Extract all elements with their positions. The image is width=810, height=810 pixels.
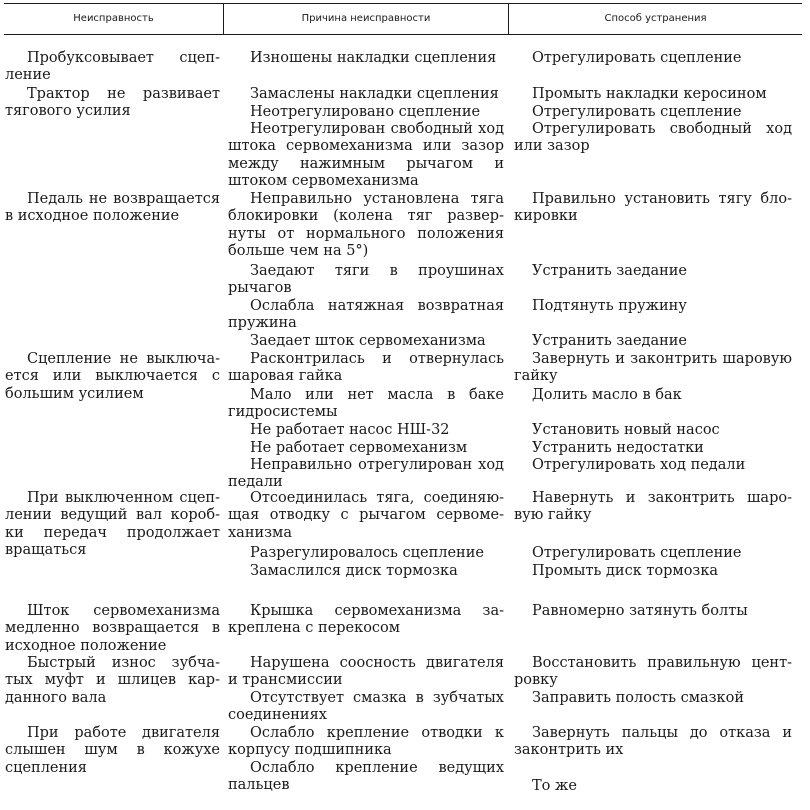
- remedy-cell: Отрегулировать ход педали: [532, 457, 746, 473]
- cause-cell: Отсутствует смазка в зубчатых соединениях: [228, 690, 504, 724]
- cause-cell: Не работает насос НШ-32: [250, 422, 450, 438]
- remedy-cell: Отрегулировать свободный ход или зазор: [514, 121, 792, 155]
- fault-cell: Педаль не возвращается в исходное положение: [5, 191, 220, 225]
- cause-cell: Ослабло крепление ведущих пальцев: [228, 760, 504, 794]
- remedy-cell: Устранить недостатки: [532, 440, 704, 456]
- cause-cell: Ослабла натяжная возвратная пружина: [228, 298, 504, 332]
- cause-cell: Крышка сервомеханизма закреплена с перекосом: [228, 603, 504, 637]
- remedy-cell: Отрегулировать сцепление: [532, 104, 742, 120]
- header-fault: Неисправность: [73, 13, 154, 24]
- remedy-cell: Правильно установить тягу блокировки: [514, 191, 792, 225]
- cause-cell: Замаслены накладки сцепления: [250, 86, 499, 102]
- fault-cell: Быстрый износ зубчатых муфт и шлицев карданного вала: [5, 655, 220, 706]
- cause-cell: Неотрегулировано сцепление: [250, 104, 481, 120]
- fault-cell: Трактор не развивает тягового усилия: [5, 86, 220, 120]
- cause-cell: Разрегулировалось сцепление: [250, 545, 484, 561]
- remedy-cell: Промыть диск тормозка: [532, 563, 719, 579]
- cause-cell: Не работает сервомеханизм: [250, 440, 468, 456]
- header-remedy: Способ устранения: [604, 13, 707, 24]
- fault-cell: При работе двигателя слышен шум в кожухе сцепления: [5, 725, 220, 776]
- remedy-cell: Заправить полость смазкой: [532, 690, 745, 706]
- cause-cell: Нарушена соосность двигателя и трансмиссии: [228, 655, 504, 689]
- remedy-cell: Долить масло в бак: [532, 387, 682, 403]
- remedy-cell: Завернуть пальцы до отказа и законтрить их: [514, 725, 792, 759]
- cause-cell: Заедает шток сервомеханизма: [250, 333, 486, 349]
- cause-cell: Неотрегулирован свободный ход штока сервомеханизма или зазор между нажимным рычагом и штоком сервомеханизма: [228, 121, 504, 190]
- remedy-cell: Устранить заедание: [532, 263, 688, 279]
- cause-cell: Ослабло крепление отводки к корпусу подшипника: [228, 725, 504, 759]
- cause-cell: Изношены накладки сцепления: [250, 50, 497, 66]
- remedy-cell: Промыть накладки керосином: [532, 86, 767, 102]
- remedy-cell: Установить новый насос: [532, 422, 720, 438]
- cause-cell: Мало или нет масла в баке гидросистемы: [228, 387, 504, 421]
- remedy-cell: То же: [532, 778, 577, 794]
- fault-cell: Сцепление не выключается или выключается с большим усилием: [5, 351, 220, 402]
- header-cause: Причина неисправности: [301, 13, 431, 24]
- remedy-cell: Отрегулировать сцепление: [532, 545, 742, 561]
- fault-cell: Шток сервомеханизма медленно возвращается в исходное положение: [5, 603, 220, 654]
- cause-cell: Заедают тяги в проушинах рычагов: [228, 263, 504, 297]
- remedy-cell: Равномерно затянуть болты: [532, 603, 748, 619]
- cause-cell: Замаслился диск тормозка: [250, 563, 458, 579]
- cause-cell: Отсоединилась тяга, соединяющая отводку с рычагом сервомеханизма: [228, 490, 504, 541]
- cause-cell: Неправильно отрегулирован ход педали: [228, 457, 504, 491]
- table-header-rule: [4, 34, 802, 35]
- remedy-cell: Навернуть и законтрить шаровую гайку: [514, 490, 792, 524]
- fault-cell: При выключенном сцеплении ведущий вал коробки передач продолжает вращаться: [5, 490, 220, 559]
- remedy-cell: Отрегулировать сцепление: [532, 50, 742, 66]
- fault-cell: Пробуксовывает сцепление: [5, 50, 220, 84]
- remedy-cell: Восстановить правильную центровку: [514, 655, 792, 689]
- remedy-cell: Завернуть и законтрить шаровую гайку: [514, 351, 792, 385]
- remedy-cell: Подтянуть пружину: [532, 298, 687, 314]
- remedy-cell: Устранить заедание: [532, 333, 688, 349]
- cause-cell: Расконтрилась и отвернулась шаровая гайка: [228, 351, 504, 385]
- cause-cell: Неправильно установлена тяга блокировки (колена тяг развернуты от нормального положения больше чем на 5°): [228, 191, 504, 260]
